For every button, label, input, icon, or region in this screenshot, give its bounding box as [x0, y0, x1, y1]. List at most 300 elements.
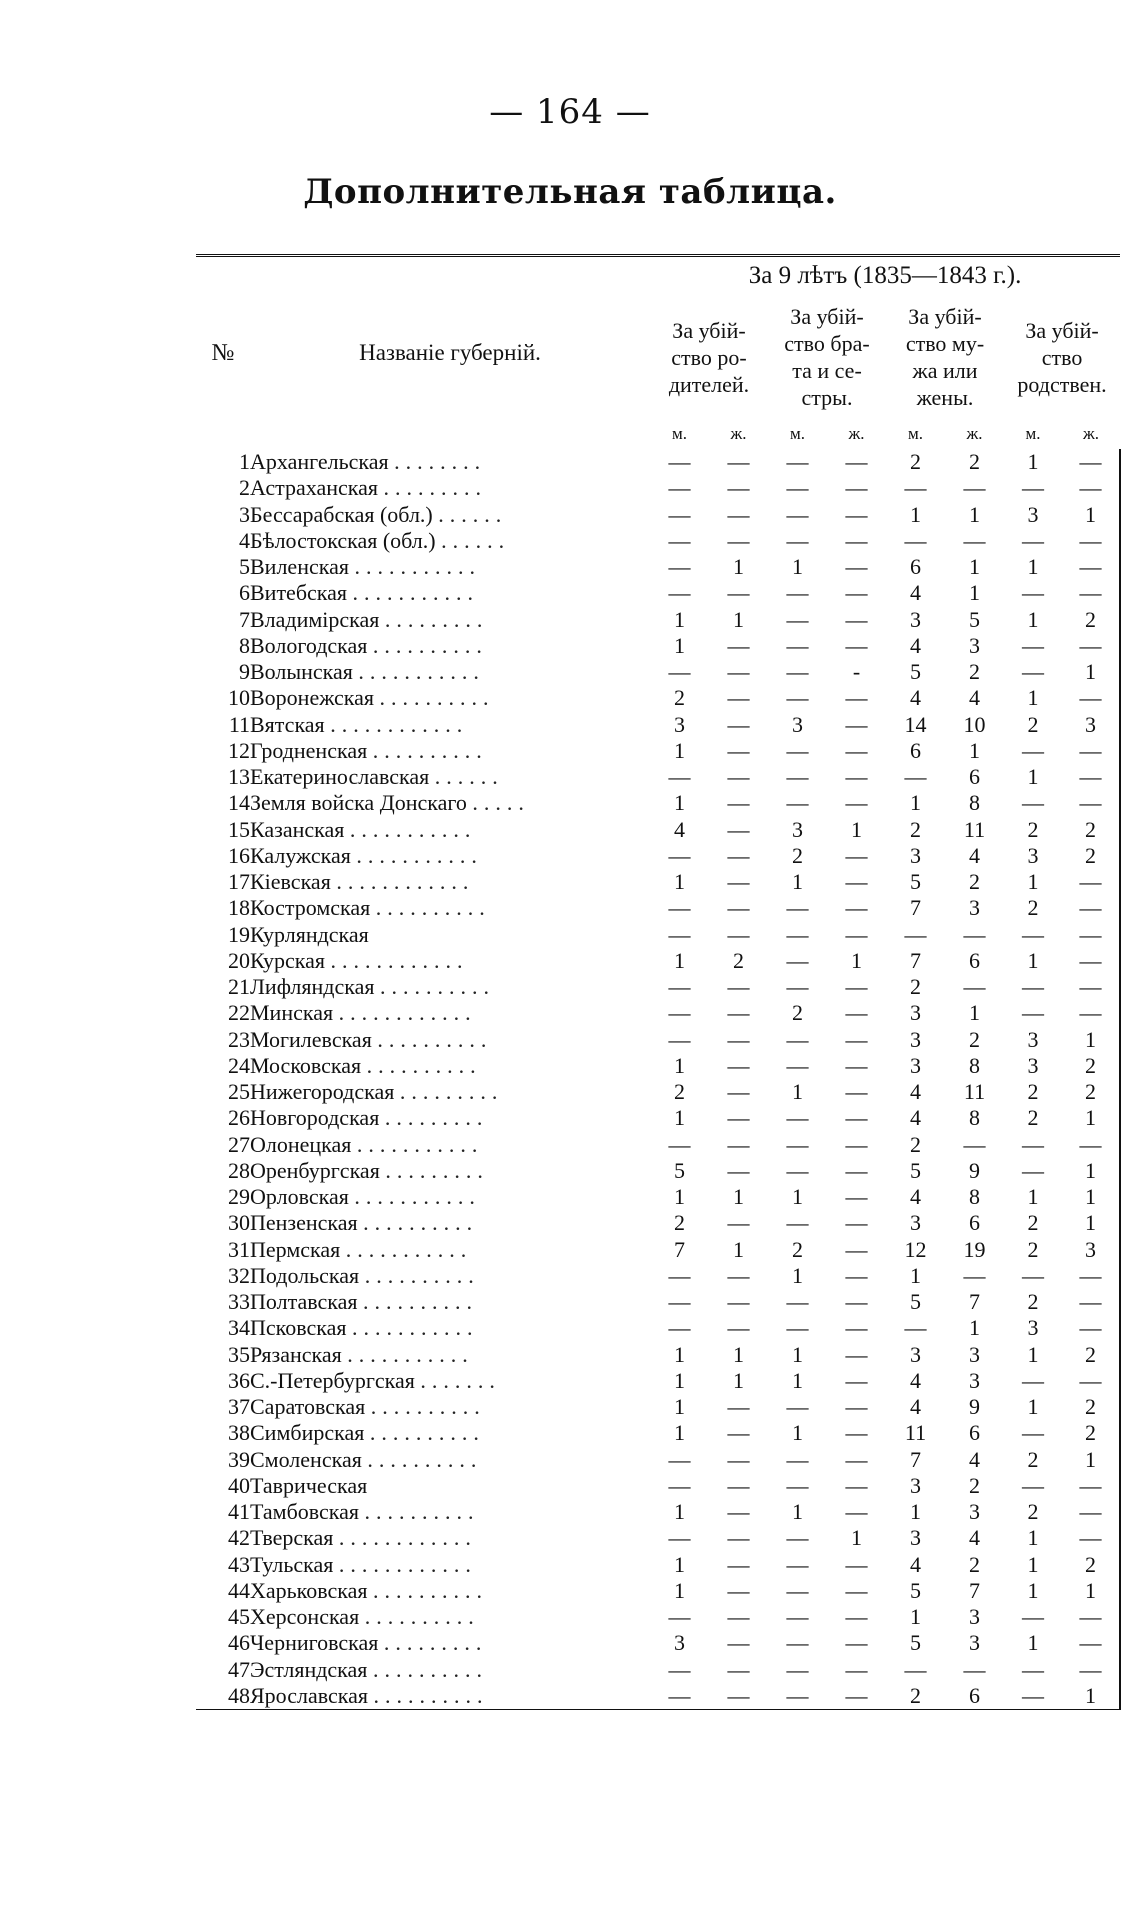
value-cell: 3	[969, 1630, 980, 1656]
value-cell: —	[668, 1315, 691, 1341]
value-cell: —	[845, 449, 868, 475]
value-cell: —	[1022, 974, 1044, 1000]
province-name-cell	[250, 922, 650, 948]
value-cell: —	[1062, 475, 1120, 501]
value-cell: —	[727, 632, 750, 658]
value-cell: 1	[1027, 1525, 1039, 1551]
value-cell: —	[845, 1551, 868, 1577]
leader-dots: ..........	[364, 1499, 480, 1525]
table-row	[196, 895, 1120, 921]
value-cell: —	[668, 1131, 691, 1157]
value-cell: 1	[674, 1367, 685, 1393]
value-cell: 3	[910, 1210, 921, 1236]
value-cell: —	[845, 1236, 868, 1262]
province-name-cell	[250, 1604, 650, 1630]
value-cell: 3	[910, 1341, 921, 1367]
value-cell: —	[845, 1000, 868, 1026]
value-cell: —	[845, 1367, 868, 1393]
value-cell: —	[668, 921, 691, 947]
value-cell: 1	[733, 1184, 744, 1210]
value-cell: 1	[1062, 1683, 1120, 1710]
value-cell: —	[727, 1289, 750, 1315]
row-number: 4	[239, 527, 250, 553]
province-name-cell	[250, 1053, 650, 1079]
table-row	[196, 1525, 1120, 1551]
value-cell: 1	[1027, 554, 1039, 580]
value-cell: 4	[969, 685, 980, 711]
province-name-cell	[250, 580, 650, 606]
province-name: Смоленская	[250, 1446, 362, 1472]
value-cell: —	[727, 449, 750, 475]
table-row	[196, 1105, 1120, 1131]
value-cell: 1	[792, 869, 803, 895]
value-cell: —	[963, 974, 986, 1000]
province-name: Бессарабская (обл.)	[250, 501, 433, 527]
table-row	[196, 554, 1120, 580]
value-cell: 3	[969, 1341, 980, 1367]
value-cell: —	[1022, 790, 1044, 816]
value-cell: 11	[963, 816, 986, 842]
province-name: С.-Петербургская	[250, 1367, 415, 1393]
group-header-spouse: За убій- ство му- жа или жены.	[905, 304, 985, 410]
value-cell: —	[668, 554, 691, 580]
value-cell: —	[845, 501, 868, 527]
value-cell: —	[1062, 1263, 1120, 1289]
leader-dots: ...........	[354, 1184, 481, 1210]
value-cell: —	[1062, 869, 1120, 895]
value-cell: —	[727, 1525, 750, 1551]
row-number: 42	[228, 1525, 250, 1551]
value-cell: 4	[910, 632, 921, 658]
table-row	[196, 1079, 1120, 1105]
value-cell: —	[786, 1577, 809, 1603]
province-name-cell	[250, 895, 650, 921]
page-title: Дополнительная таблица.	[303, 172, 837, 212]
province-name-cell	[250, 475, 650, 501]
value-cell: 4	[674, 816, 685, 842]
value-cell: 2	[1062, 817, 1120, 843]
value-cell: 2	[1027, 816, 1039, 842]
province-name-cell	[250, 1394, 650, 1420]
value-cell: 7	[674, 1236, 685, 1262]
table-row	[196, 1447, 1120, 1473]
value-cell: 2	[969, 659, 980, 685]
value-cell: 1	[1027, 764, 1039, 790]
province-name: Псковская	[250, 1315, 347, 1341]
province-name-cell	[250, 1210, 650, 1236]
value-cell: 1	[1027, 1341, 1039, 1367]
leader-dots: ..........	[373, 1577, 489, 1603]
province-name-cell	[250, 948, 650, 974]
row-number: 45	[228, 1604, 250, 1630]
value-cell: 7	[910, 1446, 921, 1472]
row-number: 44	[228, 1577, 250, 1603]
row-number: 36	[228, 1367, 250, 1393]
value-cell: —	[668, 1026, 691, 1052]
value-cell: 5	[910, 869, 921, 895]
value-cell: 1	[1027, 1577, 1039, 1603]
value-cell: —	[845, 974, 868, 1000]
value-cell: —	[786, 1394, 809, 1420]
value-cell: —	[1062, 1630, 1120, 1656]
value-cell: 3	[1027, 1315, 1039, 1341]
province-name: Екатеринославская	[250, 764, 430, 790]
value-cell: 9	[969, 1157, 980, 1183]
value-cell: —	[1062, 633, 1120, 659]
group-header-parents: За убій- ство ро- дителей.	[668, 317, 750, 397]
value-cell: 2	[1027, 1499, 1039, 1525]
value-cell: —	[1062, 764, 1120, 790]
value-cell: —	[786, 685, 809, 711]
value-cell: 1	[1027, 1630, 1039, 1656]
province-name: Новгородская	[250, 1105, 380, 1131]
value-cell: 1	[1062, 1105, 1120, 1131]
table-row	[196, 1210, 1120, 1236]
value-cell: —	[709, 1683, 768, 1710]
row-number: 3	[239, 501, 250, 527]
value-cell: —	[1022, 1367, 1044, 1393]
leader-dots: ...........	[356, 842, 483, 868]
leader-dots: .........	[383, 1630, 488, 1656]
value-cell: —	[786, 1630, 809, 1656]
value-cell: —	[727, 869, 750, 895]
value-cell: —	[786, 1052, 809, 1078]
value-cell: —	[1022, 527, 1044, 553]
row-number: 8	[239, 632, 250, 658]
table-row	[196, 1368, 1120, 1394]
sex-header-male: м.	[907, 424, 923, 443]
row-number: 19	[228, 921, 250, 947]
sex-header-female: ж.	[1083, 424, 1100, 443]
province-name-cell	[250, 449, 650, 475]
table-row	[196, 502, 1120, 528]
value-cell: —	[904, 764, 927, 790]
province-name: Земля войска Донскаго	[250, 790, 467, 816]
statistics-table	[196, 254, 1121, 1710]
value-cell: 7	[969, 1289, 980, 1315]
value-cell: 5	[910, 1157, 921, 1183]
value-cell: 2	[1062, 607, 1120, 633]
value-cell: —	[904, 475, 927, 501]
province-name: Астраханская	[250, 475, 379, 501]
value-cell: 1	[792, 1367, 803, 1393]
value-cell: 6	[910, 737, 921, 763]
row-number: 34	[228, 1315, 250, 1341]
province-name-cell	[250, 712, 650, 738]
value-cell: —	[727, 1604, 750, 1630]
value-cell: —	[786, 632, 809, 658]
row-number: 6	[239, 580, 250, 606]
value-cell: —	[727, 475, 750, 501]
value-cell: —	[827, 1683, 886, 1710]
value-cell: 1	[674, 737, 685, 763]
value-cell: —	[845, 1262, 868, 1288]
value-cell: 1	[1027, 449, 1039, 475]
value-cell: —	[1062, 449, 1120, 475]
province-name: Архангельская	[250, 449, 389, 475]
value-cell: —	[845, 527, 868, 553]
province-name: Московская	[250, 1052, 362, 1078]
value-cell: 2	[969, 1026, 980, 1052]
value-cell: —	[727, 1420, 750, 1446]
value-cell: —	[845, 1577, 868, 1603]
value-cell: 8	[969, 1105, 980, 1131]
table-row	[196, 1604, 1120, 1630]
value-cell: —	[668, 1446, 691, 1472]
province-name-cell	[250, 554, 650, 580]
row-number: 29	[228, 1184, 250, 1210]
province-name: Гродненская	[250, 737, 368, 763]
value-cell: 2	[674, 1210, 685, 1236]
value-cell: —	[727, 790, 750, 816]
value-cell: 8	[969, 1184, 980, 1210]
leader-dots: ......	[441, 527, 511, 553]
province-name-cell	[250, 1289, 650, 1315]
value-cell: -	[852, 659, 861, 685]
leader-dots: ..........	[375, 895, 491, 921]
value-cell: —	[727, 1105, 750, 1131]
row-number: 9	[239, 659, 250, 685]
table-row	[196, 764, 1120, 790]
value-cell: 3	[969, 1499, 980, 1525]
leader-dots: ..........	[372, 737, 488, 763]
value-cell: 2	[969, 1551, 980, 1577]
province-name: Витебская	[250, 580, 348, 606]
table-row	[196, 1263, 1120, 1289]
value-cell: —	[1062, 738, 1120, 764]
value-cell: —	[768, 1683, 827, 1710]
value-cell: 3	[1027, 501, 1039, 527]
value-cell: 2	[1062, 1394, 1120, 1420]
value-cell: —	[963, 475, 986, 501]
table-row	[196, 580, 1120, 606]
value-cell: —	[786, 1026, 809, 1052]
value-cell: —	[1062, 922, 1120, 948]
table-row	[196, 1027, 1120, 1053]
value-cell: —	[1022, 1420, 1044, 1446]
table-row	[196, 869, 1120, 895]
value-cell: 2	[969, 449, 980, 475]
value-cell: —	[1022, 921, 1044, 947]
value-cell: —	[845, 1052, 868, 1078]
value-cell: —	[845, 1210, 868, 1236]
value-cell: —	[668, 1604, 691, 1630]
value-cell: —	[1022, 475, 1044, 501]
value-cell: —	[845, 1604, 868, 1630]
table-row	[196, 1289, 1120, 1315]
value-cell: 1	[1027, 869, 1039, 895]
value-cell: —	[668, 475, 691, 501]
value-cell: —	[668, 501, 691, 527]
value-cell: —	[668, 1656, 691, 1682]
value-cell: —	[845, 1026, 868, 1052]
value-cell: 2	[1027, 895, 1039, 921]
value-cell: —	[845, 606, 868, 632]
row-number: 11	[228, 711, 250, 737]
province-name: Эстляндская	[250, 1656, 368, 1682]
row-number: 26	[228, 1105, 250, 1131]
value-cell: 1	[733, 606, 744, 632]
row-number: 2	[239, 475, 250, 501]
value-cell: 1	[1062, 1578, 1120, 1604]
province-name: Орловская	[250, 1184, 349, 1210]
table-row	[196, 1394, 1120, 1420]
value-cell: —	[668, 974, 691, 1000]
province-name: Кіевская	[250, 869, 331, 895]
leader-dots: ..........	[372, 1656, 488, 1682]
value-cell: 1	[674, 1551, 685, 1577]
row-number: 39	[228, 1446, 250, 1472]
table-row	[196, 1184, 1120, 1210]
value-cell: —	[845, 1105, 868, 1131]
value-cell: 5	[910, 1630, 921, 1656]
value-cell: —	[1022, 1131, 1044, 1157]
value-cell: —	[1062, 528, 1120, 554]
table-row	[196, 1158, 1120, 1184]
value-cell: —	[786, 1551, 809, 1577]
value-cell: 2	[1062, 1420, 1120, 1446]
value-cell: —	[1022, 737, 1044, 763]
leader-dots: ...........	[356, 1131, 484, 1157]
value-cell: 2	[886, 1683, 945, 1710]
province-name-cell	[250, 1315, 650, 1341]
row-number: 40	[228, 1472, 250, 1498]
value-cell: 1	[792, 1499, 803, 1525]
value-cell: 6	[945, 1683, 1004, 1710]
province-name-cell	[250, 528, 650, 554]
leader-dots: ..........	[364, 1262, 480, 1288]
province-name: Подольская	[250, 1262, 360, 1288]
value-cell: 1	[1027, 1551, 1039, 1577]
value-cell: —	[963, 527, 986, 553]
value-cell: 2	[910, 449, 921, 475]
value-cell: 2	[792, 1000, 803, 1026]
row-number: 18	[228, 895, 250, 921]
province-name: Тульская	[250, 1551, 334, 1577]
value-cell: 3	[1027, 1052, 1039, 1078]
row-number: 5	[239, 554, 250, 580]
province-name-cell	[250, 1630, 650, 1656]
value-cell: —	[786, 475, 809, 501]
row-number: 13	[228, 764, 250, 790]
row-number: 48	[196, 1683, 250, 1710]
value-cell: —	[845, 711, 868, 737]
value-cell: 2	[1027, 1236, 1039, 1262]
province-name-cell	[250, 659, 650, 685]
province-name: Оренбургская	[250, 1157, 380, 1183]
value-cell: 3	[1027, 842, 1039, 868]
leader-dots: ............	[330, 947, 469, 973]
value-cell: —	[786, 659, 809, 685]
value-cell: 3	[910, 1472, 921, 1498]
value-cell: —	[845, 764, 868, 790]
value-cell: —	[786, 1525, 809, 1551]
value-cell: —	[786, 1105, 809, 1131]
value-cell: —	[845, 475, 868, 501]
value-cell: 2	[1062, 843, 1120, 869]
value-cell: —	[786, 1157, 809, 1183]
value-cell: —	[786, 737, 809, 763]
value-cell: —	[1062, 1473, 1120, 1499]
row-number: 21	[228, 974, 250, 1000]
value-cell: —	[786, 1446, 809, 1472]
value-cell: 3	[792, 711, 803, 737]
row-number: 43	[228, 1551, 250, 1577]
value-cell: —	[845, 790, 868, 816]
row-number: 23	[228, 1026, 250, 1052]
province-name-cell	[250, 1105, 650, 1131]
row-number: 15	[228, 816, 250, 842]
value-cell: 3	[969, 632, 980, 658]
value-cell: —	[727, 1157, 750, 1183]
value-cell: 2	[1027, 1079, 1039, 1105]
province-name-cell	[250, 843, 650, 869]
value-cell: —	[727, 1315, 750, 1341]
value-cell: —	[1062, 1315, 1120, 1341]
statistics-table-frame	[196, 254, 1120, 1737]
value-cell: 3	[910, 1525, 921, 1551]
value-cell: —	[963, 921, 986, 947]
value-cell: —	[727, 895, 750, 921]
value-cell: —	[727, 764, 750, 790]
value-cell: —	[1022, 1656, 1044, 1682]
value-cell: 3	[910, 606, 921, 632]
value-cell: —	[845, 1499, 868, 1525]
value-cell: —	[668, 659, 691, 685]
table-row	[196, 1630, 1120, 1656]
value-cell: —	[668, 527, 691, 553]
value-cell: 1	[1027, 685, 1039, 711]
value-cell: —	[727, 527, 750, 553]
leader-dots: .........	[383, 475, 488, 501]
province-name: Вологодская	[250, 632, 368, 658]
leader-dots: ..........	[373, 1682, 489, 1708]
value-cell: 2	[1027, 1446, 1039, 1472]
value-cell: —	[727, 974, 750, 1000]
value-cell: 4	[910, 1105, 921, 1131]
value-cell: —	[845, 1341, 868, 1367]
province-name: Минская	[250, 1000, 334, 1026]
value-cell: —	[668, 764, 691, 790]
value-cell: —	[727, 1630, 750, 1656]
value-cell: —	[727, 580, 750, 606]
value-cell: —	[1062, 1499, 1120, 1525]
value-cell: 1	[910, 1604, 921, 1630]
province-name-cell	[250, 1499, 650, 1525]
table-row	[196, 922, 1120, 948]
value-cell: 2	[969, 869, 980, 895]
leader-dots: ...........	[358, 659, 485, 685]
value-cell: 2	[910, 816, 921, 842]
province-name-cell	[250, 1525, 650, 1551]
value-cell: 8	[969, 1052, 980, 1078]
value-cell: —	[845, 1630, 868, 1656]
value-cell: —	[1022, 1157, 1044, 1183]
value-cell: 4	[910, 1367, 921, 1393]
table-row	[196, 1552, 1120, 1578]
value-cell: —	[727, 1131, 750, 1157]
table-row	[196, 1473, 1120, 1499]
province-name-cell	[250, 1237, 650, 1263]
value-cell: 1	[1027, 1394, 1039, 1420]
leader-dots: ..........	[363, 1210, 479, 1236]
value-cell: 4	[969, 842, 980, 868]
value-cell: 6	[969, 764, 980, 790]
row-number: 22	[228, 1000, 250, 1026]
value-cell: 3	[1062, 1237, 1120, 1263]
leader-dots: .....	[472, 790, 530, 816]
value-cell: —	[845, 1157, 868, 1183]
